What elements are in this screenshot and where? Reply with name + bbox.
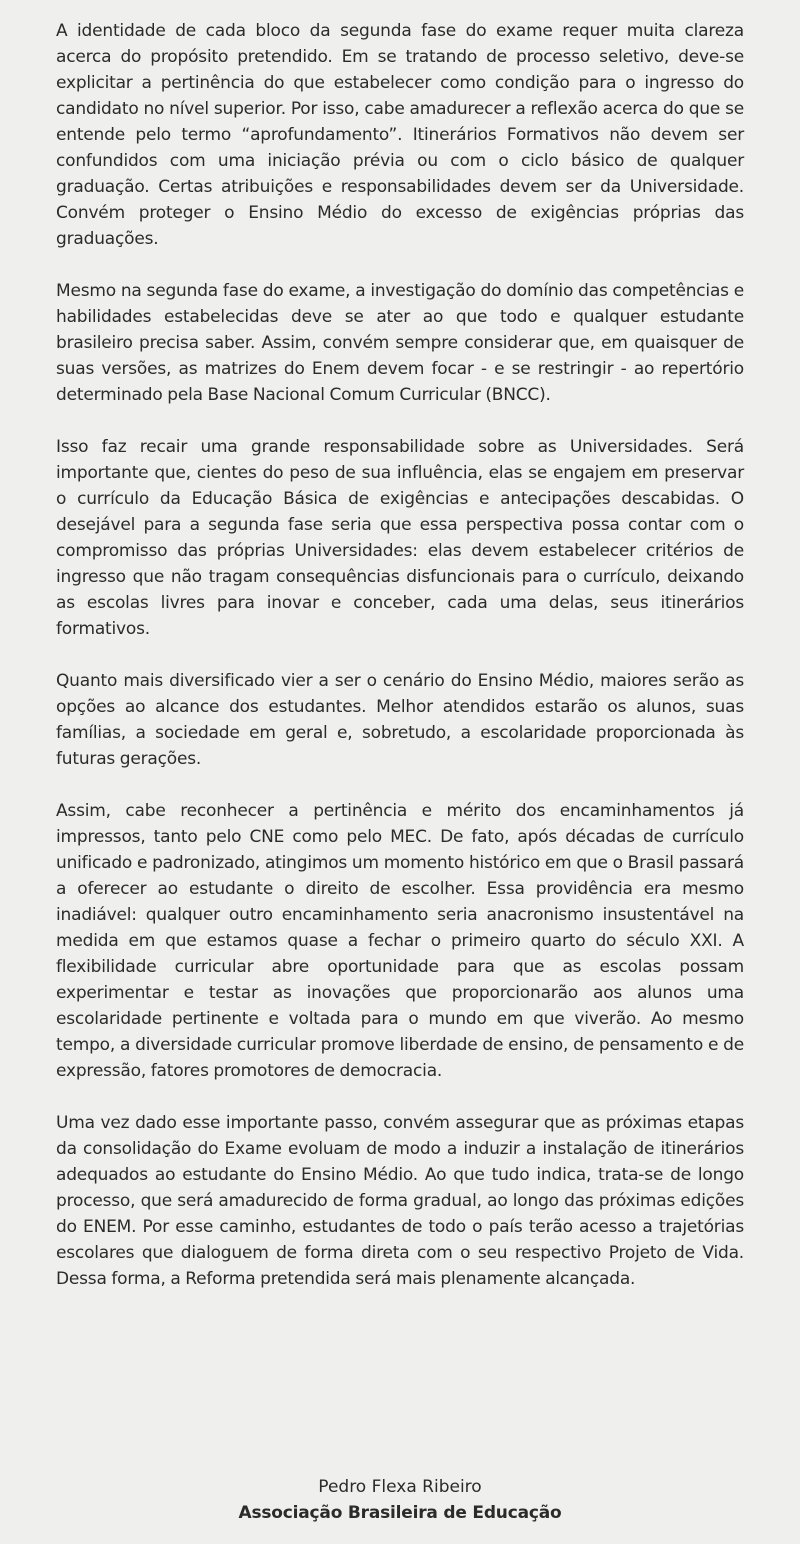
signature-block [0, 1474, 800, 1526]
paragraph-3: Isso faz recair uma grande responsabilidade sobre as Universidades. Será importante que, cientes do peso de sua influência, elas se engajem em preservar o currículo da Educação Básica de exigências e antecipações descabidas. O desejável para a segunda fase seria que essa perspectiva possa contar com o compromisso das próprias Universidades: elas devem estabelecer critérios de ingresso que não tragam consequências disfuncionais para o currículo, deixando as escolas livres para inovar e conceber, cada uma delas, seus itinerários formativos. [56, 437, 744, 639]
paragraph-1: A identidade de cada bloco da segunda fase do exame requer muita clareza acerca do propósito pretendido. Em se tratando de processo seletivo, deve-se explicitar a pertinência do que estabelecer como condição para o ingresso do candidato no nível superior. Por isso, cabe amadurecer a reflexão acerca do que se entende pelo termo “aprofundamento”. Itinerários Formativos não devem ser confundidos com uma iniciação prévia ou com o ciclo básico de qualquer graduação. Certas atribuições e responsabilidades devem ser da Universidade. Convém proteger o Ensino Médio do excesso de exigências próprias das graduações. [56, 21, 744, 249]
paragraph-5: Assim, cabe reconhecer a pertinência e mérito dos encaminhamentos já impressos, tanto pelo CNE como pelo MEC. De fato, após décadas de currículo unificado e padronizado, atingimos um momento histórico em que o Brasil passará a oferecer ao estudante o direito de escolher. Essa providência era mesmo inadiável: qualquer outro encaminhamento seria anacronismo insustentável na medida em que estamos quase a fechar o primeiro quarto do século XXI. A flexibilidade curricular abre oportunidade para que as escolas possam experimentar e testar as inovações que proporcionarão aos alunos uma escolaridade pertinente e voltada para o mundo em que viverão. Ao mesmo tempo, a diversidade curricular promove liberdade de ensino, de pensamento e de expressão, fatores promotores de democracia. [56, 801, 744, 1081]
author-name: Pedro Flexa Ribeiro [318, 1477, 482, 1497]
paragraph-6: Uma vez dado esse importante passo, convém assegurar que as próximas etapas da consolidação do Exame evoluam de modo a induzir a instalação de itinerários adequados ao estudante do Ensino Médio. Ao que tudo indica, trata-se de longo processo, que será amadurecido de forma gradual, ao longo das próximas edições do ENEM. Por esse caminho, estudantes de todo o país terão acesso a trajetórias escolares que dialoguem de forma direta com o seu respectivo Projeto de Vida. Dessa forma, a Reforma pretendida será mais plenamente alcançada. [56, 1113, 744, 1289]
paragraph-4: Quanto mais diversificado vier a ser o cenário do Ensino Médio, maiores serão as opções ao alcance dos estudantes. Melhor atendidos estarão os alunos, suas famílias, a sociedade em geral e, sobretudo, a escolaridade proporcionada às futuras gerações. [56, 671, 744, 769]
author-organization: Associação Brasileira de Educação [238, 1503, 562, 1523]
article-body [56, 18, 744, 1318]
paragraph-2: Mesmo na segunda fase do exame, a investigação do domínio das competências e habilidades estabelecidas deve se ater ao que todo e qualquer estudante brasileiro precisa saber. Assim, convém sempre considerar que, em quaisquer de suas versões, as matrizes do Enem devem focar - e se restringir - ao repertório determinado pela Base Nacional Comum Curricular (BNCC). [56, 281, 744, 405]
